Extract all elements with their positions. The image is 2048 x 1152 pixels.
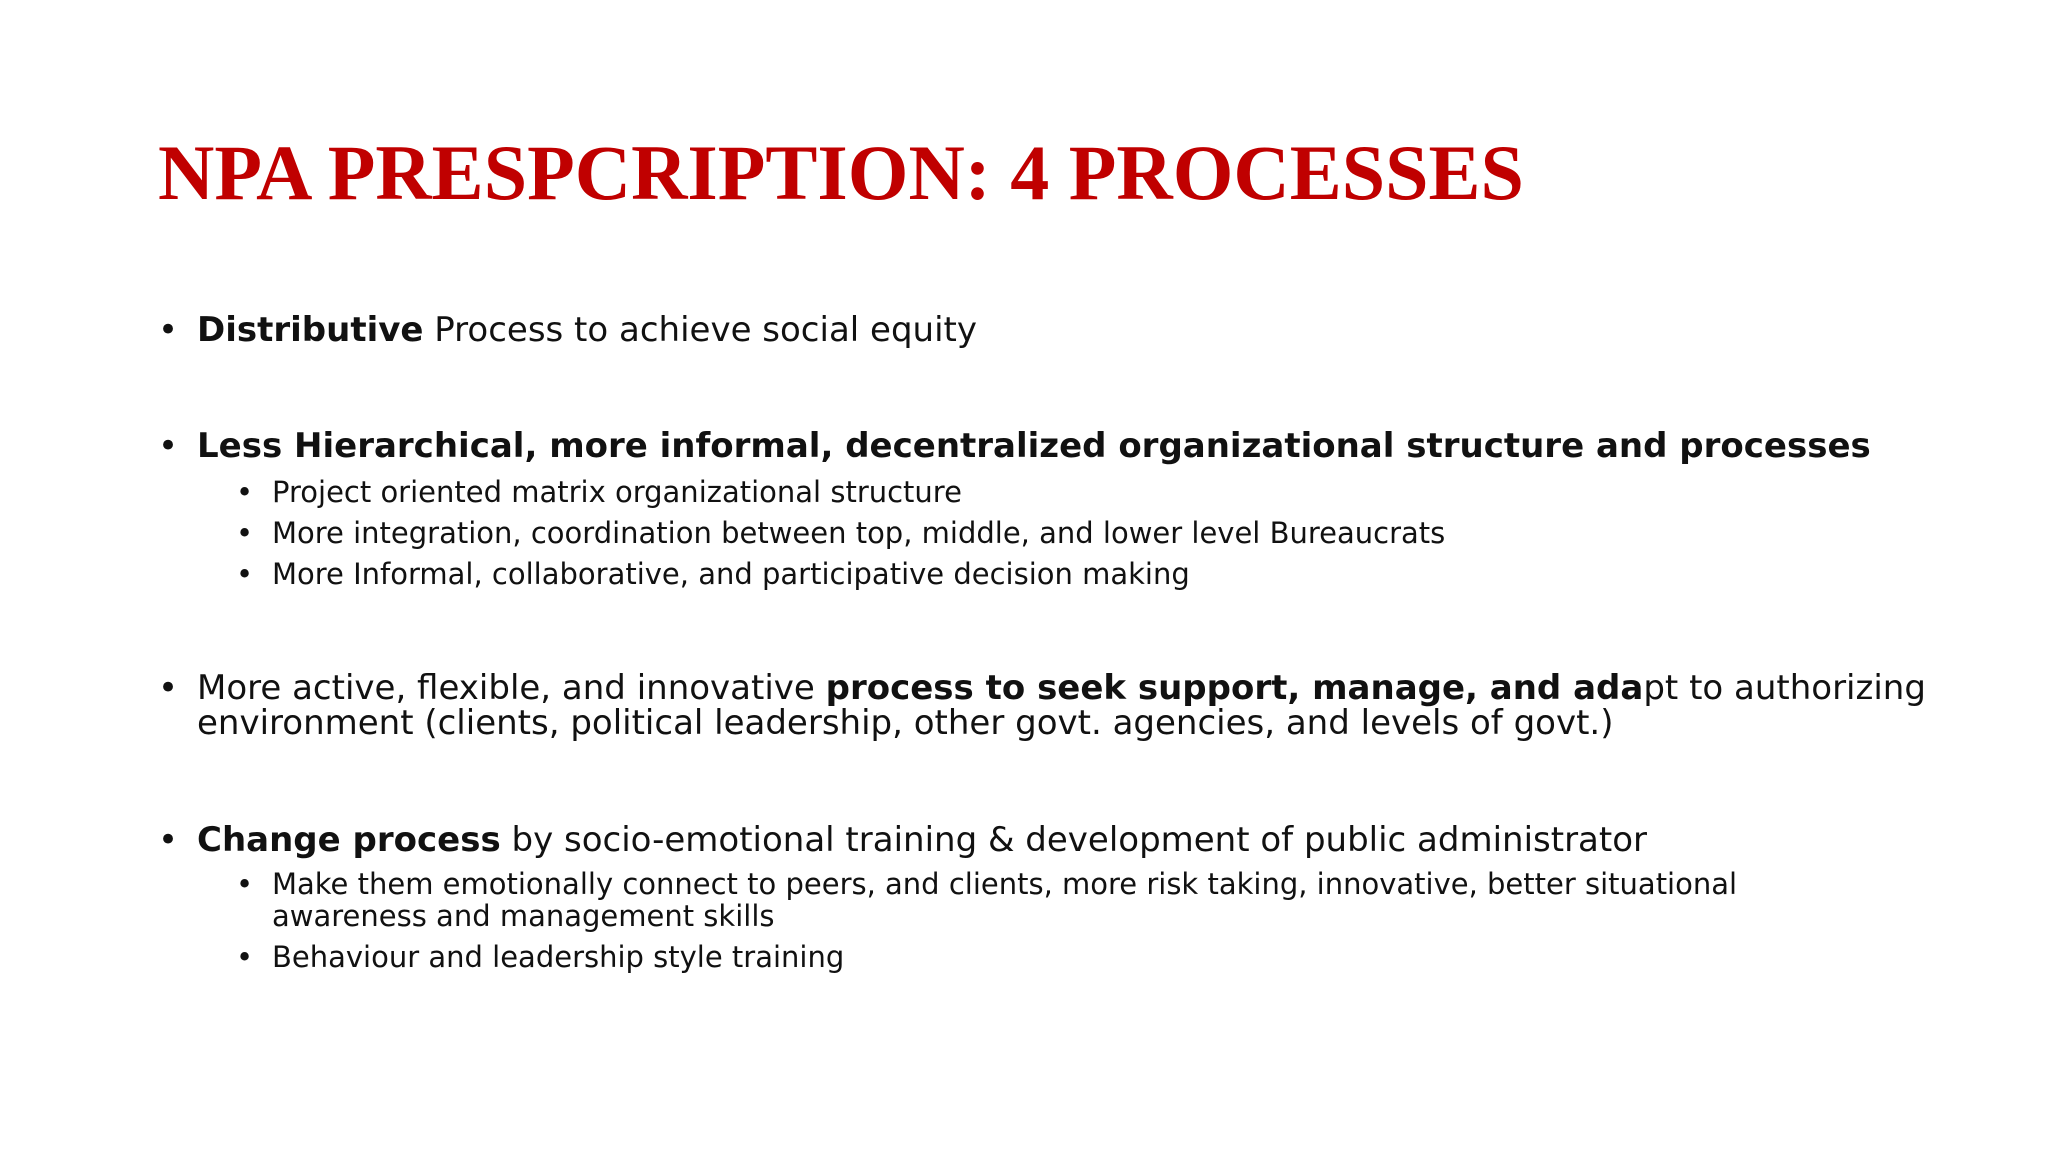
bullet-text bbox=[197, 312, 977, 348]
sub-bullet-text: awareness and management skills bbox=[272, 899, 775, 933]
sub-bullet-text: Behaviour and leadership style training bbox=[272, 940, 845, 974]
bold-text: Less Hierarchical, more informal, decentralized organizational structure and processes bbox=[197, 426, 1871, 466]
bullet-icon: • bbox=[236, 516, 254, 550]
bullet-icon: • bbox=[236, 557, 254, 591]
bullet-icon: • bbox=[158, 426, 179, 466]
bullet-text bbox=[197, 670, 1926, 706]
bullet-text: environment (clients, political leadership, other govt. agencies, and levels of govt.) bbox=[197, 703, 1614, 743]
bullet-icon: • bbox=[158, 668, 179, 708]
sub-bullet-text: More integration, coordination between top, middle, and lower level Bureaucrats bbox=[272, 516, 1446, 550]
bold-text: Change process bbox=[197, 820, 501, 860]
bullet-icon: • bbox=[158, 310, 179, 350]
bullet-icon: • bbox=[236, 867, 254, 901]
plain-text: by socio-emotional training & development of public administrator bbox=[500, 820, 1648, 860]
sub-bullet-text: Project oriented matrix organizational structure bbox=[272, 475, 962, 509]
bullet-text bbox=[197, 822, 1647, 858]
bullet-text bbox=[197, 428, 1871, 464]
bold-text: Distributive bbox=[197, 310, 424, 350]
plain-text: More active, flexible, and innovative bbox=[197, 668, 826, 708]
bold-text: process to seek support, manage, and ada bbox=[825, 668, 1644, 708]
plain-text: pt to authorizing bbox=[1643, 668, 1926, 708]
slide-title: NPA PRESPCRIPTION: 4 PROCESSES bbox=[158, 129, 1524, 216]
sub-bullet-text: Make them emotionally connect to peers, and clients, more risk taking, innovative, better situational bbox=[272, 867, 1738, 901]
plain-text: Process to achieve social equity bbox=[423, 310, 977, 350]
sub-bullet-text: More Informal, collaborative, and participative decision making bbox=[272, 557, 1190, 591]
bullet-icon: • bbox=[158, 820, 179, 860]
bullet-icon: • bbox=[236, 475, 254, 509]
bullet-icon: • bbox=[236, 940, 254, 974]
